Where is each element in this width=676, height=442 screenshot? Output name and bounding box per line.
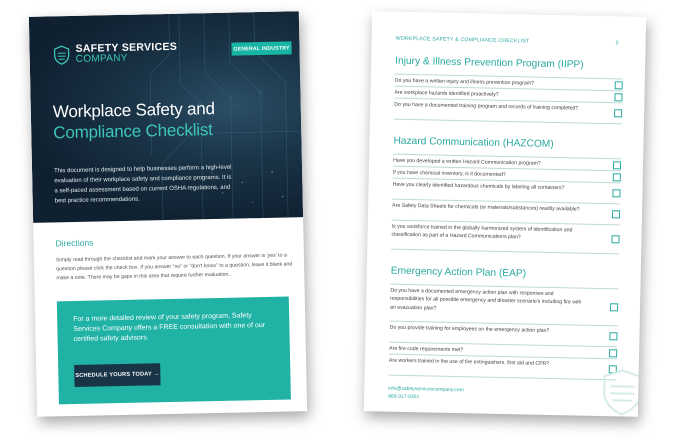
decorative-shield-graphic xyxy=(602,366,643,417)
checkbox[interactable] xyxy=(611,235,619,243)
schedule-button[interactable]: SCHEDULE YOURS TODAY → xyxy=(74,363,160,387)
checkbox[interactable] xyxy=(609,332,617,340)
section-title-hazcom: Hazard Communication (HAZCOM) xyxy=(393,135,554,151)
section-title-iipp: Injury & Illness Prevention Program (IIPP) xyxy=(395,55,584,71)
question-text: Are fire code requirements met? xyxy=(389,345,464,354)
title-line-1: Workplace Safety and xyxy=(52,98,215,122)
directions-heading: Directions xyxy=(55,237,94,249)
logo-name: SAFETY SERVICES xyxy=(75,40,178,55)
question-text: Are workplace hazards identified proactively? xyxy=(394,89,499,98)
running-header: WORKPLACE SAFETY & COMPLIANCE CHECKLIST xyxy=(395,35,530,45)
checkbox[interactable] xyxy=(613,173,621,181)
document-description: This document is designed to help businesses perform a high-level evaluation of their workplace safety and compliance programs. It is a self-paced assessment based on current OSHA regulations, and best practice recommendations. xyxy=(54,164,232,205)
checkbox[interactable] xyxy=(614,109,622,117)
question-text: Is you workforce trained in the globally harmonized system of identification and classification as part of a Hazard Communications plan? xyxy=(391,223,573,241)
question-text: If you have chemical inventory, is it documented? xyxy=(392,169,506,179)
company-logo xyxy=(53,42,177,66)
checkbox[interactable] xyxy=(610,303,618,311)
footer-phone: 866-317-0351 xyxy=(388,393,420,401)
checklist-page xyxy=(364,11,646,417)
logo-subname: COMPANY xyxy=(75,52,128,65)
shield-icon xyxy=(53,45,69,65)
question-text: Do you have a written injury and illness prevention program? xyxy=(394,77,535,87)
checkbox[interactable] xyxy=(612,189,620,197)
page-number: 2 xyxy=(615,40,619,47)
cover-page xyxy=(29,11,307,417)
consultation-promo xyxy=(57,296,291,404)
checkbox[interactable] xyxy=(615,81,623,89)
checkbox[interactable] xyxy=(612,210,620,218)
footer-email[interactable]: info@safetyservicescompany.com xyxy=(388,385,464,394)
hero-banner xyxy=(29,11,303,223)
question-text: Do you have a documented emergency action plan with responses and responsibilities for all possible emergency and disaster scenario's including fire with an evacuation plan? xyxy=(389,287,582,312)
section-title-eap: Emergency Action Plan (EAP) xyxy=(390,265,527,280)
question-text: Have you developed a written Hazard Communication program? xyxy=(393,157,541,167)
contact-footer xyxy=(388,385,464,403)
directions-text: Simply read through the checklist and mark your answer to each question. If your answer is 'yes' to a question please click the check box. If you answer "no" or "don't know" to a question, leave it blank and make a note. There may be gaps in this area that require further evaluation. xyxy=(55,252,293,282)
title-line-2: Compliance Checklist xyxy=(53,120,213,143)
promo-text: For a more detailed review of your safety program, Safety Services Company offers a FREE consultation with one of our certified safety advisors. xyxy=(73,312,266,344)
question-text: Do you have a documented training program and records of training completed? xyxy=(394,101,579,112)
checkbox[interactable] xyxy=(614,93,622,101)
question-text: Do you provide training for employees on the emergency action plan? xyxy=(389,324,550,334)
checklist-row xyxy=(390,284,619,326)
question-text: Have you clearly identified hazardous chemicals by labeling all containers? xyxy=(392,181,565,192)
checkbox[interactable] xyxy=(609,349,617,357)
question-text: Are Safety Data Sheets for chemicals (or materials/substances) readily available? xyxy=(392,202,580,213)
checklist-row xyxy=(391,220,620,254)
checkbox[interactable] xyxy=(613,161,621,169)
question-text: Are workers trained in the use of fire extinguishers, first aid and CPR? xyxy=(388,357,550,367)
industry-badge: GENERAL INDUSTRY xyxy=(231,41,291,55)
